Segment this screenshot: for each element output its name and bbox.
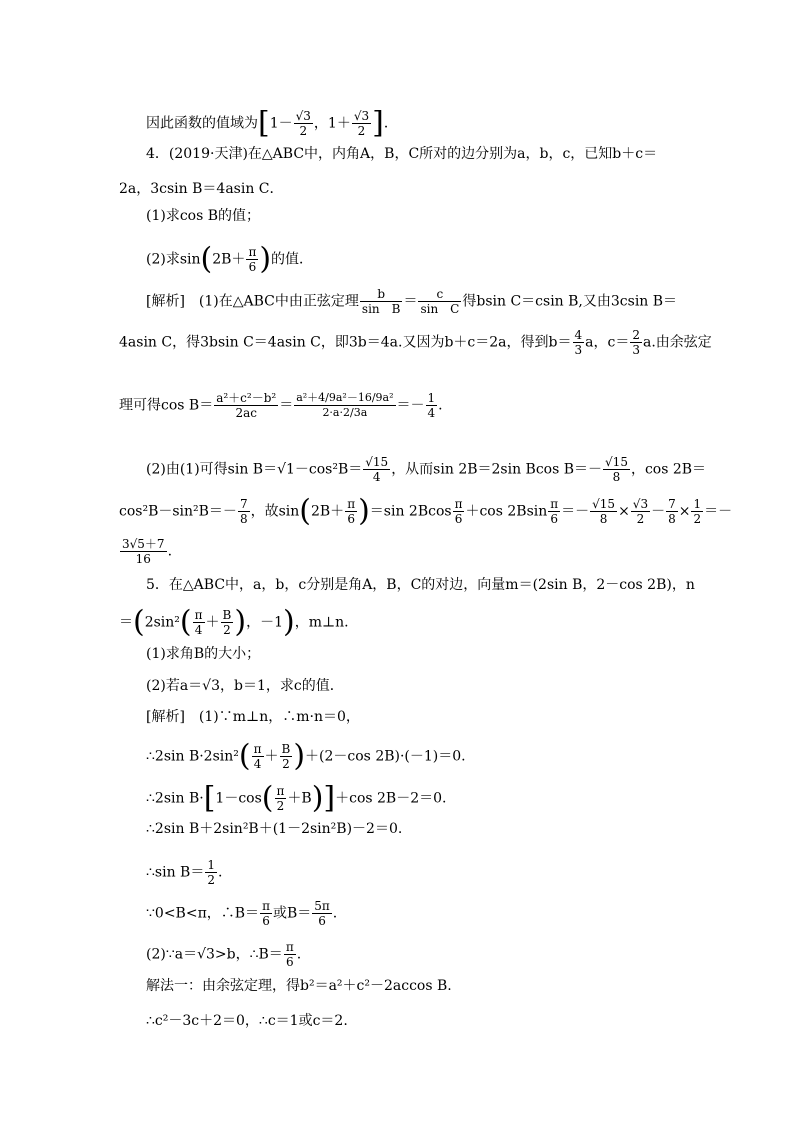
text: ＝－ <box>561 503 590 520</box>
denominator: 2 <box>693 512 702 526</box>
text: ＋ <box>205 614 220 631</box>
text: ∵0<B<π，∴B＝ <box>146 905 260 922</box>
numerator: c <box>418 287 461 302</box>
denominator: 2 <box>207 873 215 887</box>
numerator: π <box>194 608 203 622</box>
numerator: a²＋c²－b² <box>216 391 277 405</box>
text: × <box>678 503 691 520</box>
fraction <box>363 455 390 484</box>
line-16 <box>146 708 360 726</box>
text: a²－ <box>335 391 358 404</box>
line-19 <box>146 820 402 838</box>
denominator: 8 <box>668 512 676 526</box>
text: 理可得cos B＝ <box>119 397 214 414</box>
fraction <box>345 497 357 526</box>
numerator: π <box>262 899 270 913</box>
numerator: 2 <box>632 328 640 342</box>
numerator: 5π <box>314 899 330 913</box>
numerator: B <box>222 608 232 622</box>
text: 2·a· <box>322 406 343 419</box>
denominator: 6 <box>550 512 559 526</box>
text: ＋cos 2Bsin <box>465 503 548 520</box>
fraction <box>221 608 234 637</box>
text: . <box>296 946 302 963</box>
text: 1－ <box>269 115 293 132</box>
text: . <box>438 397 443 414</box>
text: 得bsin C＝csin B,又由3csin B＝ <box>462 293 678 310</box>
text: (2)求sin <box>146 251 201 268</box>
text: 4asin C，得3bsin C＝4asin C，即3b＝4a.又因为b＋c＝2a，得到b＝ <box>119 334 572 351</box>
compound-fraction <box>294 391 395 420</box>
text: 2B＋ <box>310 503 345 520</box>
fraction <box>312 899 332 928</box>
text: ＋ <box>264 748 279 765</box>
numerator: B <box>281 742 291 756</box>
left-bracket: [ <box>258 105 270 141</box>
fraction <box>280 742 293 771</box>
numerator: 7 <box>239 497 248 511</box>
numerator: b <box>360 287 403 302</box>
text: a² <box>382 391 394 404</box>
left-paren: ( <box>238 738 251 774</box>
text: 1－cos <box>215 790 262 807</box>
text: (2)∵a＝√3>b，∴B＝ <box>146 946 283 963</box>
fraction <box>120 537 167 566</box>
text: ＝－ <box>704 503 733 520</box>
numerator: √3 <box>353 109 370 123</box>
right-paren: ) <box>234 604 247 640</box>
right-paren: ) <box>259 241 272 277</box>
fraction <box>548 497 560 526</box>
text: 16/9 <box>357 391 383 404</box>
text: － <box>651 503 666 520</box>
text: 或B＝ <box>272 905 312 922</box>
line-21 <box>146 899 337 928</box>
denominator <box>294 406 395 420</box>
numerator: √3 <box>295 109 311 123</box>
line-2 <box>146 145 657 163</box>
numerator: 3√5＋7 <box>122 537 165 551</box>
fraction <box>260 899 272 928</box>
text: ＋B <box>287 790 312 807</box>
denominator: 4 <box>427 406 436 420</box>
line-3 <box>119 180 284 198</box>
text: ∴sin B＝ <box>146 864 205 881</box>
numerator: √15 <box>592 497 616 511</box>
fraction <box>360 287 403 316</box>
numerator: 1 <box>427 391 436 405</box>
question-2: (2)若a＝√3，b＝1，求c的值． <box>146 678 344 694</box>
left-paren: ( <box>299 493 311 529</box>
line-8 <box>119 391 443 420</box>
question-1: (1)求角B的大小； <box>146 646 261 662</box>
denominator: 6 <box>248 260 257 274</box>
fraction <box>275 784 287 813</box>
denominator: 2 <box>299 124 308 138</box>
numerator: π <box>253 742 262 756</box>
denominator: 2ac <box>235 406 257 420</box>
denominator: 2 <box>223 623 231 637</box>
text: ，1＋ <box>313 115 351 132</box>
text: 2B＋ <box>212 251 246 268</box>
fraction <box>453 497 465 526</box>
denominator: 2 <box>276 799 285 813</box>
text: ∴c²－3c＋2＝0，∴c＝1或c＝2. <box>146 1013 348 1029</box>
fraction <box>590 497 617 526</box>
text: ∴2sin B＋2sin²B＋(1－2sin²B)－2＝0. <box>146 821 403 837</box>
fraction <box>238 497 250 526</box>
line-24 <box>146 1012 348 1030</box>
fraction <box>252 742 264 771</box>
text: 的值． <box>271 251 314 268</box>
text: ． <box>383 115 398 132</box>
numerator: π <box>248 245 257 259</box>
numerator: π <box>550 497 559 511</box>
left-paren: ( <box>179 604 192 640</box>
text: (2)由(1)可得sin B＝√1－cos²B＝ <box>146 461 363 478</box>
denominator: 8 <box>599 512 608 526</box>
fraction <box>573 328 585 357</box>
fraction <box>631 497 650 526</box>
line-9 <box>146 455 706 484</box>
text: ∴2sin B·2sin² <box>146 748 239 765</box>
fraction <box>294 109 313 138</box>
right-bracket: ] <box>323 780 336 816</box>
right-paren: ) <box>283 604 295 640</box>
denominator: 3 <box>632 343 640 357</box>
fraction <box>603 455 630 484</box>
text: 2sin² <box>144 614 180 631</box>
line-6 <box>146 287 677 316</box>
left-bracket: [ <box>203 780 216 816</box>
numerator: √15 <box>605 455 628 469</box>
denominator: 2 <box>357 124 366 138</box>
fraction <box>246 245 258 274</box>
text: 因此函数的值域为 <box>146 115 258 132</box>
text: ＝ <box>279 397 294 414</box>
text: ＋(2－cos 2B)·(－1)＝0. <box>305 748 466 765</box>
line-23 <box>146 977 452 995</box>
line-4 <box>146 207 260 225</box>
numerator: 4 <box>574 328 583 342</box>
line-10 <box>119 493 733 529</box>
text: ＝－ <box>396 397 425 414</box>
text: ＝sin 2Bcos <box>369 503 452 520</box>
fraction <box>205 858 217 887</box>
text: 2/3 <box>343 406 361 419</box>
denominator: sin B <box>361 302 401 316</box>
text: . <box>167 543 173 560</box>
text: ＝ <box>403 293 418 310</box>
text: ，m⊥n. <box>294 614 349 631</box>
text: ＝ <box>119 614 133 631</box>
line-14 <box>146 645 260 663</box>
text: a.由余弦定 <box>642 334 712 351</box>
fraction <box>284 940 296 969</box>
fraction <box>418 287 461 316</box>
left-paren: ( <box>200 241 213 277</box>
left-paren: ( <box>261 780 274 816</box>
text: [解析] (1)在△ABC中由正弦定理 <box>146 293 359 310</box>
denominator: 2 <box>636 512 645 526</box>
text: ，－1 <box>246 614 283 631</box>
denominator: 6 <box>318 914 326 928</box>
right-bracket: ] <box>372 105 384 141</box>
right-paren: ) <box>358 493 370 529</box>
numerator: 7 <box>668 497 676 511</box>
denominator: 4 <box>194 623 203 637</box>
fraction <box>214 391 278 420</box>
denominator: 6 <box>454 512 463 526</box>
text: . <box>217 864 223 881</box>
numerator: 1 <box>207 858 215 872</box>
line-11 <box>119 537 172 566</box>
text: a <box>360 406 368 419</box>
text: 解法一：由余弦定理，得b²＝a²＋c²－2accos B. <box>146 978 452 994</box>
denominator: 4 <box>253 757 262 771</box>
text: ＋cos 2B－2＝0. <box>335 790 447 807</box>
text: [解析] (1)∵m⊥n，∴m·n＝0， <box>146 709 360 725</box>
text: ，从而sin 2B＝2sin Bcos B＝－ <box>391 461 603 478</box>
numerator: √3 <box>632 497 649 511</box>
text: 2a，3csin B＝4asin C． <box>119 181 284 197</box>
numerator: π <box>454 497 463 511</box>
line-20 <box>146 858 222 887</box>
fraction <box>630 328 642 357</box>
numerator: π <box>285 940 294 954</box>
numerator <box>294 391 395 406</box>
numerator: √15 <box>365 455 389 469</box>
text: × <box>618 503 630 520</box>
fraction <box>426 391 438 420</box>
fraction <box>691 497 703 526</box>
line-12 <box>146 576 695 594</box>
text: a，c＝ <box>585 334 630 351</box>
denominator: 6 <box>262 914 270 928</box>
left-paren: ( <box>133 604 145 640</box>
text: a²＋ <box>296 391 319 404</box>
denominator: 8 <box>612 470 621 484</box>
text: 4/9 <box>318 391 336 404</box>
text: ∴2sin B· <box>146 790 204 807</box>
text: cos²B－sin²B＝－ <box>119 503 237 520</box>
fraction <box>193 608 205 637</box>
numerator: 1 <box>693 497 702 511</box>
fraction <box>352 109 371 138</box>
question-1: (1)求cos B的值； <box>146 208 261 224</box>
line-18 <box>146 780 447 816</box>
right-paren: ) <box>293 738 306 774</box>
denominator: 3 <box>574 343 583 357</box>
line-22 <box>146 940 301 969</box>
text: ，cos 2B＝ <box>630 461 707 478</box>
numerator: π <box>276 784 285 798</box>
fraction <box>666 497 678 526</box>
problem-5-title: 5．在△ABC中，a，b，c分别是角A，B，C的对边，向量m＝(2sin B，2－cos 2B)，n <box>146 577 695 593</box>
text: . <box>332 905 338 922</box>
denominator: 8 <box>239 512 248 526</box>
denominator: 6 <box>285 955 294 969</box>
denominator: 2 <box>282 757 290 771</box>
line-17 <box>146 738 466 774</box>
text: ，故sin <box>250 503 300 520</box>
line-1 <box>146 105 398 141</box>
line-13 <box>119 604 349 640</box>
right-paren: ) <box>311 780 324 816</box>
numerator: π <box>347 497 356 511</box>
denominator: 16 <box>135 552 151 566</box>
denominator: sin C <box>420 302 460 316</box>
problem-4-title: 4．(2019·天津)在△ABC中，内角A，B，C所对的边分别为a，b，c，已知b＋c＝ <box>146 146 658 162</box>
denominator: 6 <box>347 512 355 526</box>
line-15 <box>146 677 344 695</box>
line-5 <box>146 241 314 277</box>
denominator: 4 <box>372 470 381 484</box>
line-7 <box>119 328 712 357</box>
